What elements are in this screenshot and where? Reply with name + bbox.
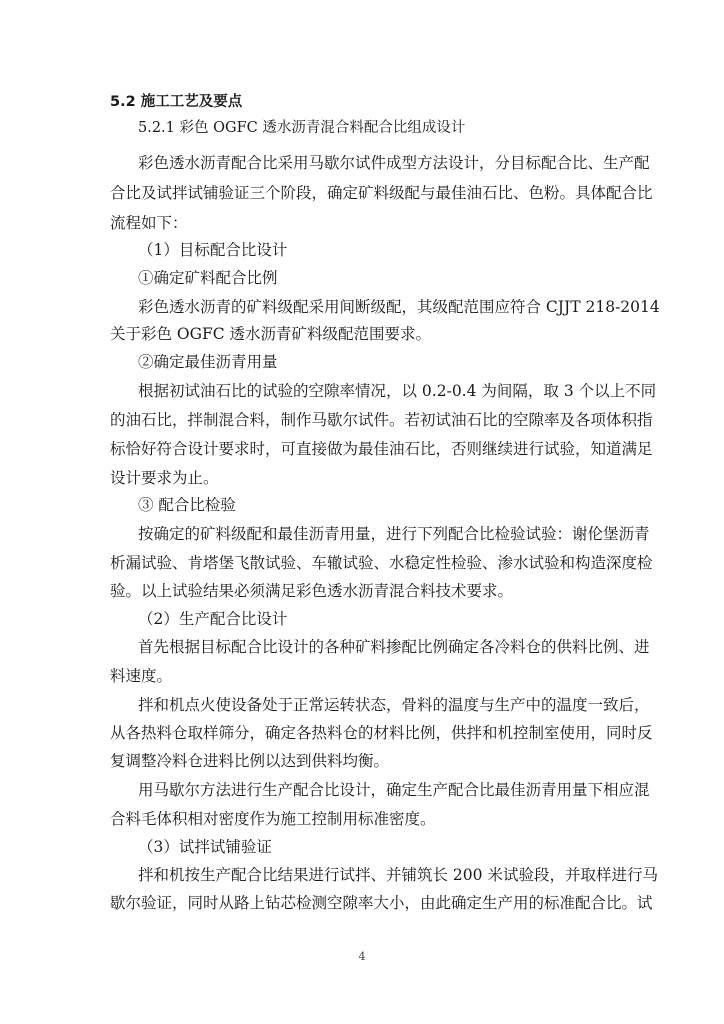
- paragraph-line: 设计要求为止。: [110, 469, 219, 487]
- paragraph-line: 合比及试拌试铺验证三个阶段，确定矿料级配与最佳油石比、色粉。具体配合比: [110, 184, 653, 202]
- paragraph-line: 拌和机按生产配合比结果进行试拌、并铺筑长 200 米试验段，并取样进行马: [138, 866, 658, 884]
- page-number: 4: [358, 950, 366, 963]
- paragraph-line: 合料毛体积相对密度作为施工控制用标准密度。: [110, 810, 436, 828]
- list-subheading: ③ 配合比检验: [138, 496, 236, 514]
- paragraph-line: 析漏试验、肯塔堡飞散试验、车辙试验、水稳定性检验、渗水试验和构造深度检: [110, 554, 653, 572]
- paragraph-line: 从各热料仓取样筛分，确定各热料仓的材料比例，供拌和机控制室使用，同时反: [110, 724, 653, 742]
- list-heading: （3）试拌试铺验证: [138, 838, 272, 856]
- paragraph-line: 歇尔验证，同时从路上钻芯检测空隙率大小，由此确定生产用的标准配合比。试: [110, 894, 653, 912]
- section-heading: 5.2 施工工艺及要点: [110, 94, 243, 110]
- paragraph-line: 按确定的矿料级配和最佳沥青用量，进行下列配合比检验试验：谢伦堡沥青: [138, 525, 650, 543]
- paragraph-line: 根据初试油石比的试验的空隙率情况，以 0.2-0.4 为间隔，取 3 个以上不同: [138, 382, 657, 400]
- paragraph-line: 流程如下：: [110, 214, 188, 232]
- list-heading: （2）生产配合比设计: [138, 610, 288, 628]
- paragraph-line: 验。以上试验结果必须满足彩色透水沥青混合料技术要求。: [110, 582, 514, 600]
- paragraph-line: 拌和机点火使设备处于正常运转状态，骨料的温度与生产中的温度一致后，: [138, 696, 650, 714]
- paragraph-line: 彩色透水沥青的矿料级配采用间断级配，其级配范围应符合 CJJT 218-2014: [138, 298, 660, 316]
- paragraph-line: 料速度。: [110, 667, 173, 685]
- list-subheading: ①确定矿料配合比例: [138, 269, 278, 287]
- paragraph-line: 标恰好符合设计要求时，可直接做为最佳油石比，否则继续进行试验，知道满足: [110, 440, 653, 458]
- paragraph-line: 关于彩色 OGFC 透水沥青矿料级配范围要求。: [110, 325, 432, 343]
- paragraph-line: 彩色透水沥青配合比采用马歇尔试件成型方法设计，分目标配合比、生产配: [138, 154, 650, 172]
- list-subheading: ②确定最佳沥青用量: [138, 353, 278, 371]
- paragraph-line: 复调整冷料仓进料比例以达到供料均衡。: [110, 752, 390, 770]
- paragraph-line: 首先根据目标配合比设计的各种矿料掺配比例确定各冷料仓的供料比例、进: [138, 638, 650, 656]
- paragraph-line: 用马歇尔方法进行生产配合比设计，确定生产配合比最佳沥青用量下相应混: [138, 781, 650, 799]
- subsection-heading: 5.2.1 彩色 OGFC 透水沥青混合料配合比组成设计: [138, 120, 466, 136]
- paragraph-line: 的油石比，拌制混合料，制作马歇尔试件。若初试油石比的空隙率及各项体积指: [110, 411, 653, 429]
- list-heading: （1）目标配合比设计: [138, 241, 288, 259]
